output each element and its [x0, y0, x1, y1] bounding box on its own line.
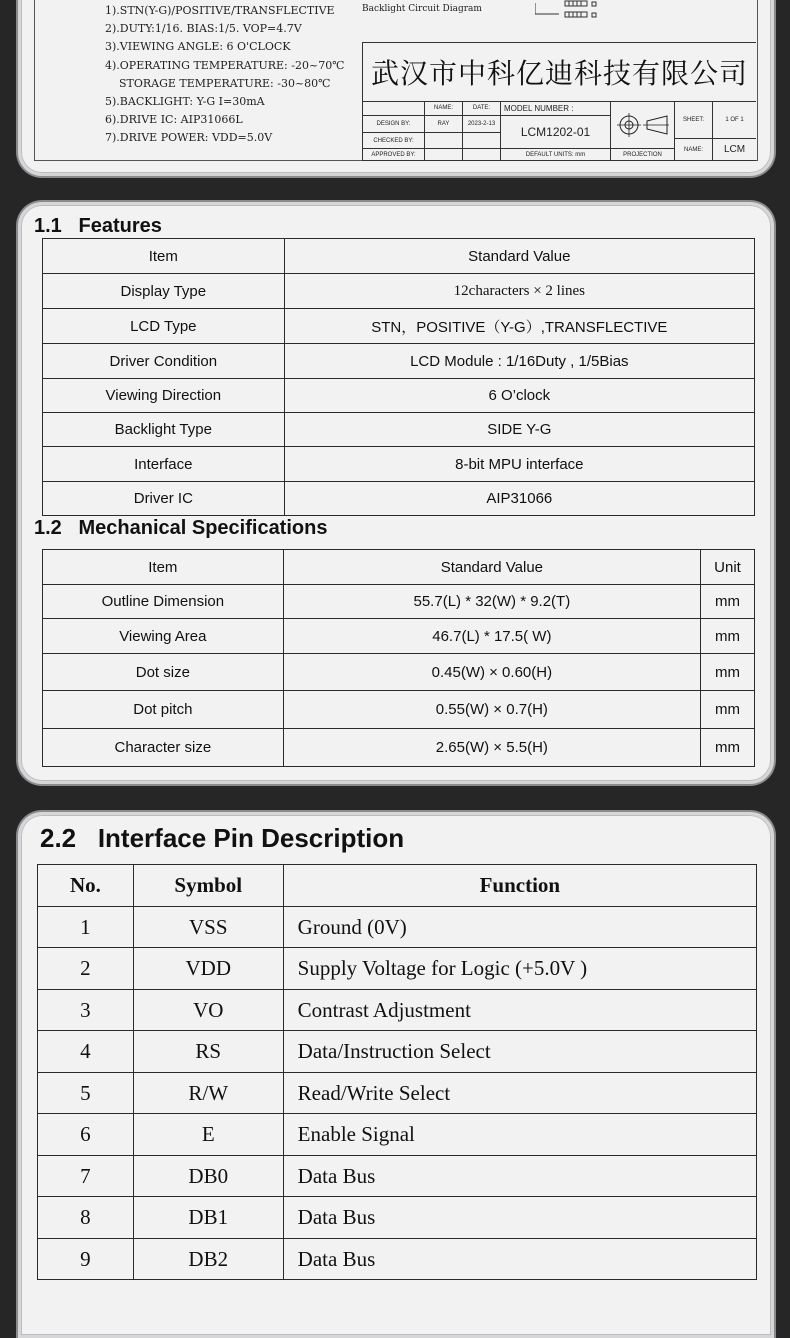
value-cell: 0.45(W) × 0.60(H)	[283, 654, 700, 691]
item-cell: Viewing Direction	[43, 379, 285, 413]
pin-function: Supply Voltage for Logic (+5.0V )	[283, 948, 756, 990]
header-cell: Item	[43, 239, 285, 274]
unit-cell: mm	[701, 729, 755, 767]
title-block-cell	[425, 149, 463, 161]
section-title: Interface Pin Description	[97, 823, 405, 853]
table-row	[38, 1031, 757, 1073]
pin-number: 7	[38, 1156, 134, 1197]
table-row	[43, 691, 755, 729]
pin-symbol: DB2	[133, 1239, 283, 1280]
item-cell: Interface	[43, 447, 285, 482]
spec-note: 6).DRIVE IC: AIP31066L	[105, 113, 243, 127]
pin-symbol: VO	[133, 990, 283, 1031]
item-cell: Outline Dimension	[43, 585, 284, 619]
projection-icon	[615, 110, 671, 140]
mechanical-table	[42, 549, 755, 767]
name-value-2: LCM	[713, 139, 756, 161]
unit-cell: mm	[701, 691, 755, 729]
item-cell: Display Type	[43, 274, 285, 309]
value-cell: 55.7(L) * 32(W) * 9.2(T)	[283, 585, 700, 619]
item-cell: Driver Condition	[43, 344, 285, 379]
table-header-row	[38, 865, 757, 907]
unit-cell: mm	[701, 619, 755, 654]
header-cell: Standard Value	[284, 239, 754, 274]
pin-number: 6	[38, 1114, 134, 1156]
title-block-cell	[363, 101, 425, 116]
table-row	[43, 344, 755, 379]
pin-function: Data Bus	[283, 1197, 756, 1239]
pin-function: Enable Signal	[283, 1114, 756, 1156]
table-row	[38, 948, 757, 990]
title-block-cell	[425, 133, 463, 149]
table-row	[38, 990, 757, 1031]
table-row	[43, 585, 755, 619]
name-label: NAME:	[425, 101, 463, 116]
value-cell: 0.55(W) × 0.7(H)	[283, 691, 700, 729]
pin-symbol: DB1	[133, 1197, 283, 1239]
value-cell: 2.65(W) × 5.5(H)	[283, 729, 700, 767]
table-row	[43, 654, 755, 691]
spec-note: 1).STN(Y-G)/POSITIVE/TRANSFLECTIVE	[105, 4, 335, 17]
value-cell: 8-bit MPU interface	[284, 447, 754, 482]
pins-heading	[40, 823, 404, 854]
pin-number: 9	[38, 1239, 134, 1280]
table-row	[43, 274, 755, 309]
item-cell: Viewing Area	[43, 619, 284, 654]
title-block-cell	[463, 133, 501, 149]
table-header-row	[43, 239, 755, 274]
section-number: 2.2	[40, 823, 77, 853]
spec-note: 5).BACKLIGHT: Y-G I=30mA	[105, 95, 265, 109]
approved-label: APPROVED BY:	[363, 149, 425, 161]
pin-function: Contrast Adjustment	[283, 990, 756, 1031]
design-date: 2023-2-13	[463, 116, 501, 133]
value-cell: SIDE Y-G	[284, 413, 754, 447]
item-cell: LCD Type	[43, 309, 285, 344]
design-label: DESIGN BY:	[363, 116, 425, 133]
item-cell: Driver IC	[43, 482, 285, 516]
section-number: 1.1	[34, 215, 62, 237]
table-row	[43, 309, 755, 344]
section-title: Features	[78, 215, 162, 237]
name-label-2: NAME:	[675, 139, 713, 161]
pin-function: Data Bus	[283, 1156, 756, 1197]
pin-symbol: DB0	[133, 1156, 283, 1197]
pin-function: Read/Write Select	[283, 1073, 756, 1114]
mechanical-heading	[34, 517, 327, 540]
item-cell: Dot size	[43, 654, 284, 691]
projection-label: PROJECTION	[611, 149, 675, 161]
pin-number: 4	[38, 1031, 134, 1073]
pin-number: 8	[38, 1197, 134, 1239]
spec-note: 2).DUTY:1/16. BIAS:1/5. VOP=4.7V	[105, 22, 302, 36]
table-row	[43, 379, 755, 413]
pin-table	[37, 864, 757, 1280]
pin-symbol: VSS	[133, 907, 283, 948]
checked-label: CHECKED BY:	[363, 133, 425, 149]
item-cell: Backlight Type	[43, 413, 285, 447]
item-cell: Dot pitch	[43, 691, 284, 729]
table-row	[43, 447, 755, 482]
design-name: RAY	[425, 116, 463, 133]
table-row	[43, 729, 755, 767]
value-cell: 46.7(L) * 17.5( W)	[283, 619, 700, 654]
table-row	[38, 1073, 757, 1114]
value-cell: 6 O’clock	[284, 379, 754, 413]
header-cell: Unit	[701, 550, 755, 585]
table-row	[43, 482, 755, 516]
backlight-connector-icon	[535, 0, 599, 22]
header-cell: Item	[43, 550, 284, 585]
header-cell: Symbol	[133, 865, 283, 907]
pin-symbol: VDD	[133, 948, 283, 990]
table-row	[38, 1197, 757, 1239]
pin-symbol: E	[133, 1114, 283, 1156]
table-row	[38, 1114, 757, 1156]
section-title: Mechanical Specifications	[78, 517, 328, 539]
default-units: DEFAULT UNITS: mm	[501, 149, 611, 161]
header-cell: Function	[283, 865, 756, 907]
date-label: DATE:	[463, 101, 501, 116]
table-row	[38, 1156, 757, 1197]
backlight-caption: Backlight Circuit Diagram	[362, 4, 482, 14]
pin-function: Data Bus	[283, 1239, 756, 1280]
table-row	[38, 1239, 757, 1280]
item-cell: Character size	[43, 729, 284, 767]
value-cell: STN，POSITIVE（Y-G）,TRANSFLECTIVE	[284, 309, 754, 344]
table-row	[43, 619, 755, 654]
model-number: LCM1202-01	[501, 116, 611, 149]
pin-symbol: R/W	[133, 1073, 283, 1114]
title-block	[362, 42, 756, 161]
unit-cell: mm	[701, 654, 755, 691]
pin-number: 3	[38, 990, 134, 1031]
header-cell: Standard Value	[283, 550, 700, 585]
features-table	[42, 238, 755, 516]
spec-notes	[105, 2, 345, 148]
header-cell: No.	[38, 865, 134, 907]
pin-number: 2	[38, 948, 134, 990]
spec-note: 7).DRIVE POWER: VDD=5.0V	[105, 131, 273, 145]
pin-number: 5	[38, 1073, 134, 1114]
section-number: 1.2	[34, 517, 62, 539]
sheet-label: SHEET:	[675, 101, 713, 139]
spec-note: 3).VIEWING ANGLE: 6 O'CLOCK	[105, 40, 291, 54]
features-heading	[34, 215, 162, 238]
table-header-row	[43, 550, 755, 585]
table-row	[38, 907, 757, 948]
table-row	[43, 413, 755, 447]
value-cell: 12characters × 2 lines	[284, 274, 754, 309]
value-cell: AIP31066	[284, 482, 754, 516]
unit-cell: mm	[701, 585, 755, 619]
model-label: MODEL NUMBER :	[501, 101, 611, 116]
projection-symbol-cell	[611, 101, 675, 149]
spec-note: 4).OPERATING TEMPERATURE: -20~70℃	[105, 58, 345, 72]
pin-symbol: RS	[133, 1031, 283, 1073]
pin-number: 1	[38, 907, 134, 948]
title-block-cell	[463, 149, 501, 161]
company-name: 武汉市中科亿迪科技有限公司	[363, 43, 756, 102]
spec-note: STORAGE TEMPERATURE: -30~80℃	[105, 76, 331, 90]
pin-function: Data/Instruction Select	[283, 1031, 756, 1073]
pin-function: Ground (0V)	[283, 907, 756, 948]
sheet-value: 1 OF 1	[713, 101, 756, 139]
value-cell: LCD Module : 1/16Duty , 1/5Bias	[284, 344, 754, 379]
